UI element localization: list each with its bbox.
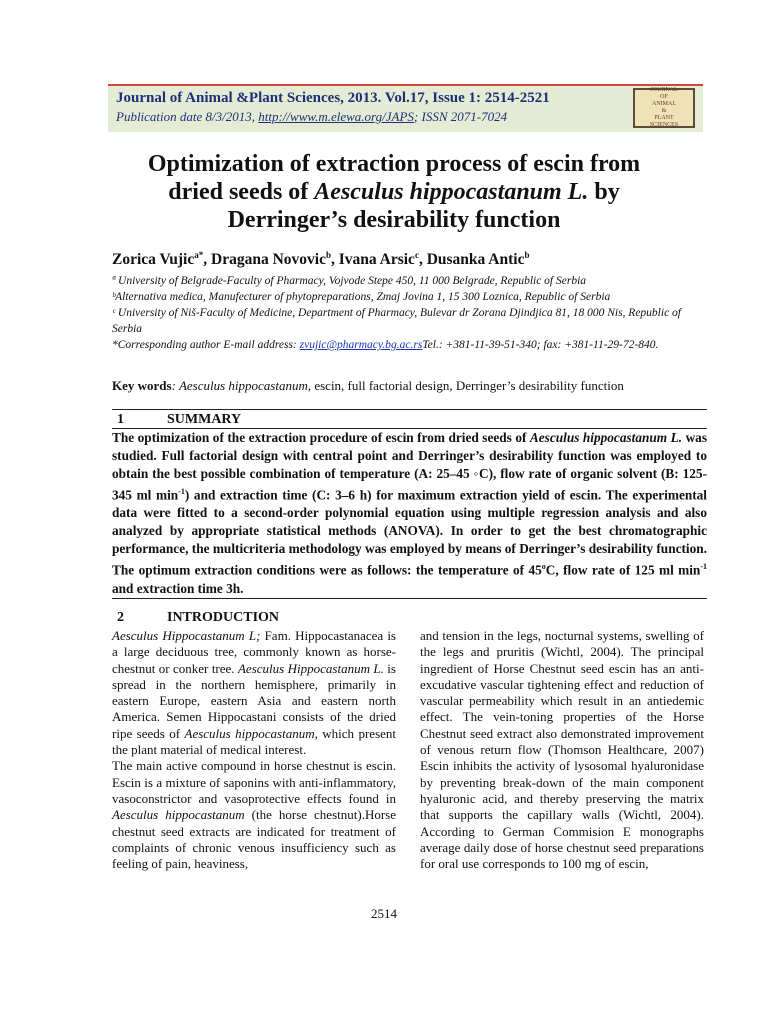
affiliation-b: ᵇAlternativa medica, Manufecturer of phytopreparations, Zmaj Jovina 1, 15 300 Loznica, Republic of Serbia xyxy=(112,291,611,303)
corresponding-email-link[interactable]: zvujic@pharmacy.bg.ac.rs xyxy=(299,339,423,351)
author-list: Zorica Vujic$^{a*}$, Dragana Novovic$^b$, Ivana Arsic$^c$, Dusanka Antic$^b$ xyxy=(112,250,530,269)
corresponding-author: *Corresponding author E-mail address: zvujic@pharmacy.bg.ac.rsTel.: +381-11-39-51-340; fax: +381-11-29-72-840. xyxy=(112,339,659,351)
page-number: 2514 xyxy=(371,906,397,921)
author-name: Dusanka Antic xyxy=(426,251,525,269)
introduction-left-column xyxy=(112,628,396,872)
author-name: Dragana Novovic xyxy=(211,251,326,269)
introduction-heading: 2 INTRODUCTION xyxy=(117,610,280,625)
paragraph: and tension in the legs, nocturnal systems, swelling of the legs and pruritis (Wichtl, 2004). The principal ingredient of Horse Chestnut seed escin has an anti-excudative vascular tightening effect and reduction of vascular permeability which result in an antiedemic effect. The vein-toning properties of the Horse Chestnut seed extract also demonstrated improvement of venous return flow (Thomson Healthcare, 2007) Escin inhibits the activity of lysosomal hyaluronidase by preventing break-down of the main component hyaluronic acid, and thereby preserving the matrix that supports the capillary walls (Wichtl, 2004). According to German Commision E monographs average daily dose of horse chestnut seed preparations for oral use corresponds to 100 mg of escin, xyxy=(420,628,704,872)
summary-text: The optimization of the extraction procedure of escin from dried seeds of Aesculus hippocastanum L. was studied. Full factorial design with central point and Derringer’s desirability function was employed to obtain the best possible combination of temperature (A: 25–45 ◦C), flow rate of organic solvent (B: 125-345 ml $\min^{-1}$) and extraction time (C: 3–6 h) for maximum extraction yield of escin. The experimental data were fitted to a second-order polynomial equation using multiple regression analysis and also analyzed by appropriate statistical methods (ANOVA). In order to get the best chromatographic performance, the multicriteria methodology was employed by means of Derringer’s desirability function. The optimum extraction conditions were as follows: the temperature of 45$^o$C, flow rate of 125 ml $\min^{-1}$ and extraction time 3h. xyxy=(112,430,708,596)
author-name: Zorica Vujic xyxy=(112,251,195,269)
affiliation-c: ᶜ University of Niš-Faculty of Medicine, Department of Pharmacy, Bulevar dr Zorana Djindjica 81, 18 000 Nis, Republic of Serbia xyxy=(112,307,681,335)
divider xyxy=(112,598,707,599)
divider xyxy=(112,409,707,410)
affiliation-a: ª University of Belgrade-Faculty of Pharmacy, Vojvode Stepe 450, 11 000 Belgrade, Republic of Serbia xyxy=(112,275,587,287)
keywords: Key words: Aesculus hippocastanum, escin, full factorial design, Derringer’s desirability function xyxy=(112,378,624,393)
paragraph: Aesculus Hippocastanum L; Fam. Hippocastanacea is a large deciduous tree, commonly known as horse-chestnut or conker tree. Aesculus Hippocastanum L. is spread in the northern hemisphere, primarily in eastern Europe, eastern Asia and eastern north America. Semen Hippocastani consists of the dried ripe seeds of Aesculus hippocastanum, which present the plant material of medical interest. xyxy=(112,628,397,758)
journal-citation: Journal of Animal &Plant Sciences, 2013. Vol.17, Issue 1: 2514-2521 xyxy=(116,90,550,106)
introduction-right-column xyxy=(420,628,704,872)
summary-heading: 1 SUMMARY xyxy=(117,412,242,427)
paragraph: The main active compound in horse chestnut is escin. Escin is a mixture of saponins with anti-inflammatory, vasoconstrictor and vasoprotective effects found in Aesculus hippocastanum (the horse chestnut).Horse chestnut seed extracts are indicated for treatment of complaints of chronic venous insufficiency such as feeling of pain, heaviness, xyxy=(112,758,396,872)
affiliations xyxy=(112,273,707,353)
journal-header xyxy=(108,84,703,132)
journal-url-link[interactable]: http://www.m.elewa.org/JAPS xyxy=(258,109,414,124)
journal-logo-icon: JOURNAL OF ANIMAL & PLANT SCIENCES xyxy=(633,88,695,128)
paper-title: Optimization of extraction process of escin from dried seeds of Aesculus hippocastanum L. by Derringer’s desirability function xyxy=(147,151,641,233)
journal-publication-info: Publication date 8/3/2013, http://www.m.elewa.org/JAPS; ISSN 2071-7024 xyxy=(116,109,508,124)
author-name: Ivana Arsic xyxy=(338,251,415,269)
